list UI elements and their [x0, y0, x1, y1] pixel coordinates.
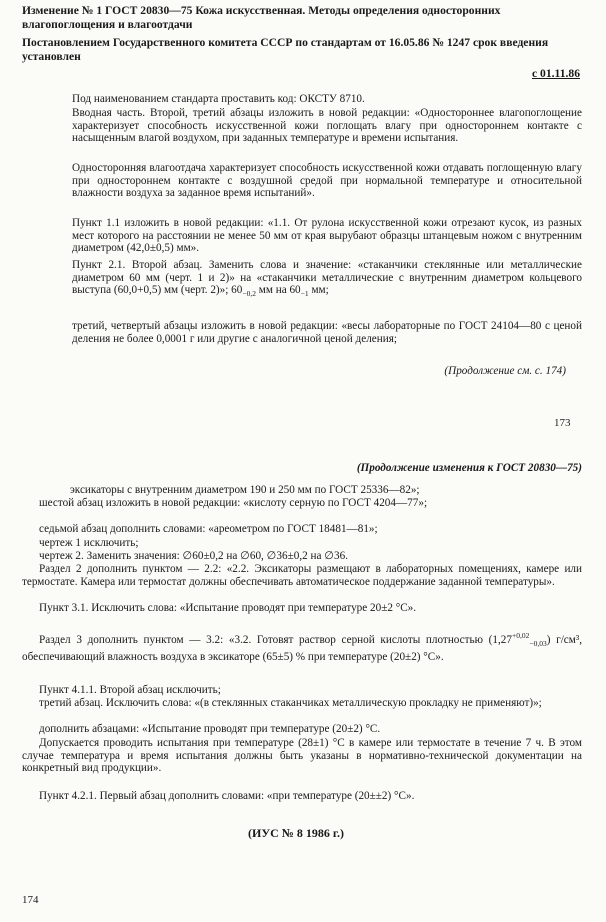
paragraph-intro: Вводная часть. Второй, третий абзацы изложить в новой редакции: «Одностороннее влагопоглощение характеризует способность искусственной кожи поглощать влагу при одностороннем контакте с насыщенным влагой воздухом, при заданных температуре и времени испытания. [72, 107, 582, 145]
paragraph-drawing-1: чертеж 1 исключить; [39, 537, 139, 549]
paragraph-sulfuric-acid: шестой абзац изложить в новой редакции: «кислоту серную по ГОСТ 4204—77»; [39, 497, 428, 509]
continuation-note: (Продолжение см. с. 174) [444, 365, 566, 377]
paragraph-okstu: Под наименованием стандарта проставить код: ОКСТУ 8710. [72, 93, 365, 105]
page-number-173: 173 [554, 417, 571, 429]
paragraph-3-2: Раздел 3 дополнить пунктом — 3.2: «3.2. Готовят раствор серной кислоты плотностью $(1,27^{+0,02}_{-0,03})$ г/см³, обеспечивающий влажность воздуха в эксикаторе (65±5) % при температуре (20±2) °С». [22, 631, 582, 663]
paragraph-1-1: Пункт 1.1 изложить в новой редакции: «1.1. От рулона искусственной кожи отрезают кусок, из разных мест которого на расстоянии не менее 50 мм от края вырубают образцы штанцевым ножом с внутренним диаметром (42,0±0,5) мм». [72, 217, 582, 255]
paragraph-desiccators: эксикаторы с внутренним диаметром 190 и 250 мм по ГОСТ 25336—82»; [70, 484, 420, 496]
paragraph-hydrometer: седьмой абзац дополнить словами: «ареометром по ГОСТ 18481—81»; [39, 523, 378, 535]
paragraph-4-1-1: Пункт 4.1.1. Второй абзац исключить; [39, 684, 221, 696]
replacement-values: $60_{-0,2}$ мм на $60_{-1}$ мм; [231, 284, 329, 299]
continuation-heading: (Продолжение изменения к ГОСТ 20830—75) [356, 462, 582, 474]
paragraph-2-2: Раздел 2 дополнить пунктом — 2.2: «2.2. Эксикаторы размещают в лабораторных помещениях, камере или термостате. Камера или термостат должны обеспечивать автоматическое поддержание заданной температуры». [22, 563, 582, 588]
paragraph-4-2-1: Пункт 4.2.1. Первый абзац дополнить словами: «при температуре (20±±2) °С». [39, 790, 415, 802]
paragraph-third-abzac: третий абзац. Исключить слова: «(в стеклянных стаканчиках металлическую прокладку не применяют)»; [39, 697, 542, 709]
ius-reference: (ИУС № 8 1986 г.) [248, 826, 344, 840]
paragraph-3-1: Пункт 3.1. Исключить слова: «Испытание проводят при температуре 20±2 °С». [39, 602, 417, 614]
effective-date: с 01.11.86 [532, 67, 580, 80]
paragraph-chamber-test: Допускается проводить испытания при температуре (28±1) °С в камере или термостате в течение 7 ч. В этом случае температура и время испытания должны быть указаны в нормативно-технической документации на конкретный вид продукции». [22, 737, 582, 775]
paragraph-scales: третий, четвертый абзацы изложить в новой редакции: «весы лабораторные по ГОСТ 24104—80 с ценой деления не более 0,0001 г или другие с аналогичной ценой деления; [72, 320, 582, 345]
page-number-174: 174 [22, 894, 39, 906]
decree-text: Постановлением Государственного комитета СССР по стандартам от 16.05.86 № 1247 срок введения установлен [22, 36, 549, 63]
paragraph-drawing-2: чертеж 2. Заменить значения: ∅60±0,2 на ∅60, ∅36±0,2 на ∅36. [39, 550, 348, 562]
paragraph-2-1: Пункт 2.1. Второй абзац. Заменить слова и значение: «стаканчики стеклянные или металлические диаметром 60 мм (черт. 1 и 2)» на «стаканчики металлические с внутренним диаметром кольцевого выступа (60,0+0,5) мм (черт. 2)»; $60_{-0,2}$ мм на $60_{-1}$ мм; [72, 259, 582, 299]
amendment-title: Изменение № 1 ГОСТ 20830—75 Кожа искусственная. Методы определения односторонних влагопоглощения и влагоотдачи [22, 4, 501, 31]
paragraph-moisture-release: Односторонняя влагоотдача характеризует способность искусственной кожи отдавать поглощенную влагу при одностороннем контакте с воздушной средой при нормальной температуре и относительной влажности воздуха за заданное время испытаний». [72, 162, 582, 200]
paragraph-test-temperature: дополнить абзацами: «Испытание проводят при температуре (20±2) °С. [39, 723, 381, 735]
